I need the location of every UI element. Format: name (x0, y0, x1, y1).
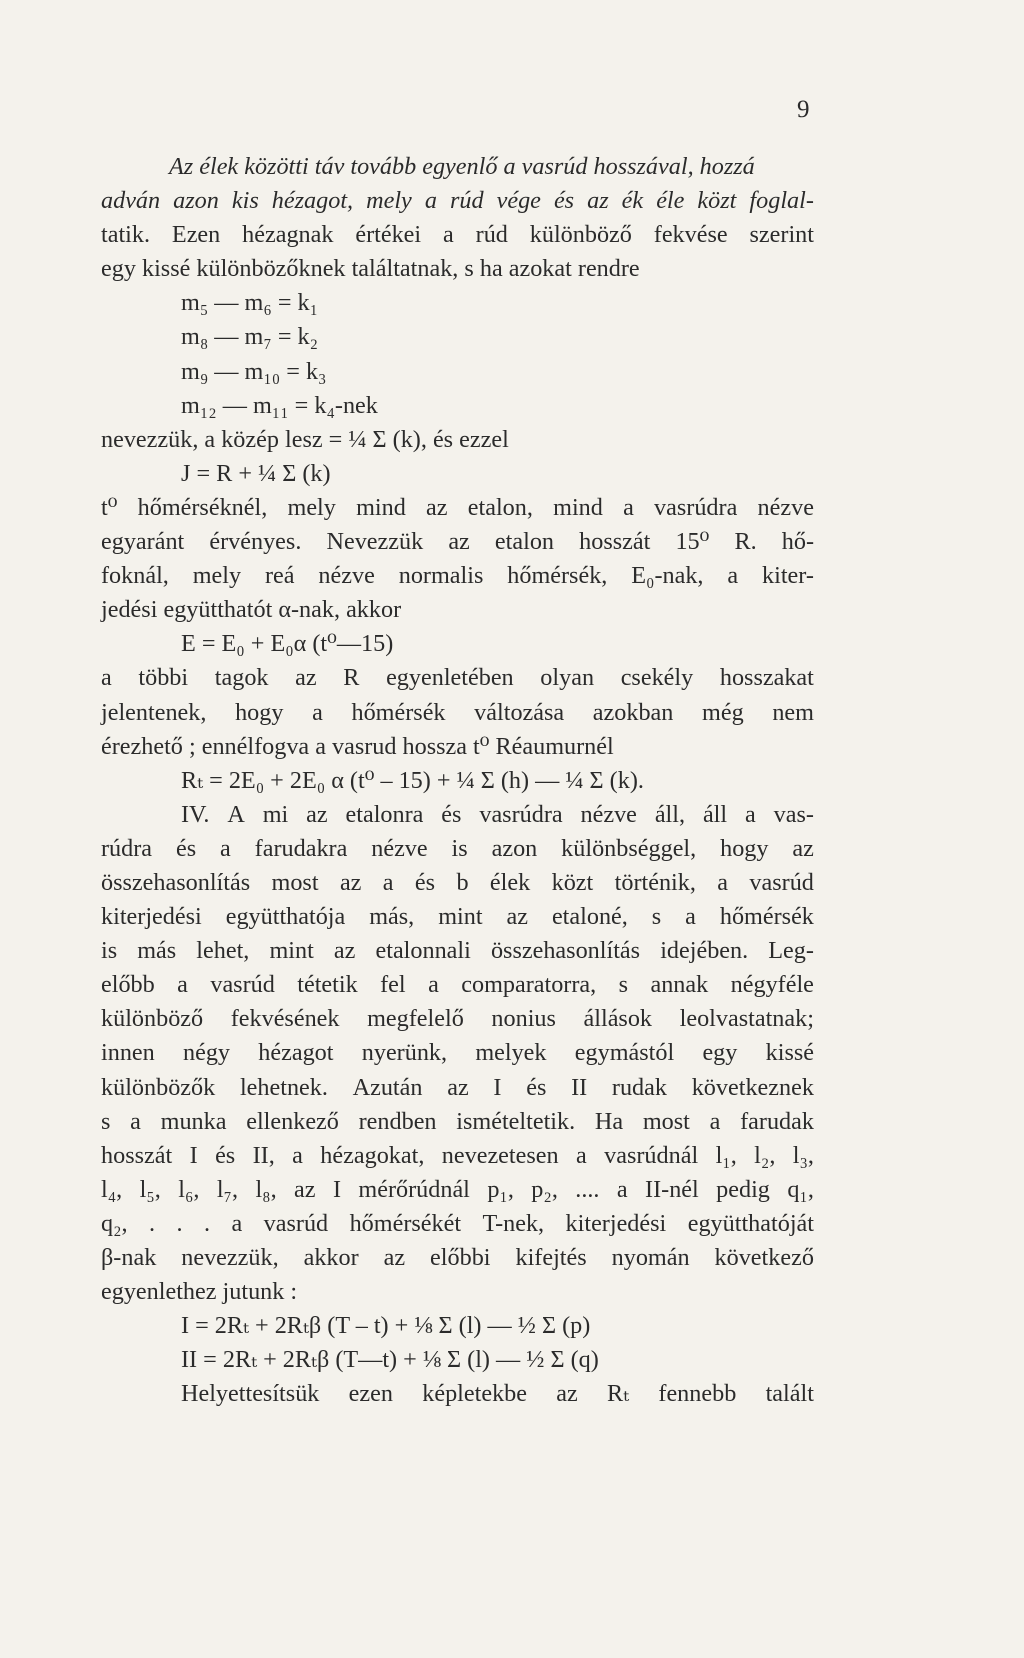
word: a (177, 971, 188, 999)
word: értékei (355, 221, 422, 249)
word: nézve (757, 493, 814, 521)
word: vasrúdnál (604, 1141, 699, 1169)
text-line: Rₜ = 2E₀ + 2E₀ α (t⁰ – 15) + ¼ Σ (h) — ¼ Σ (k). (181, 766, 644, 794)
text-line: jedési együtthatót α-nak, akkor (101, 596, 402, 624)
word: .... (575, 1175, 600, 1203)
word: hőmérséknél, (137, 493, 268, 521)
word: kissé (765, 1039, 814, 1067)
word: nevezetesen (441, 1141, 559, 1169)
word: p₁, (487, 1175, 514, 1203)
word: tatik. (101, 221, 151, 249)
word: képletekbe (422, 1380, 527, 1408)
word: vasrúd (210, 971, 275, 999)
text-line (101, 1173, 814, 1207)
word: érvényes. (209, 528, 302, 556)
word: hogy (720, 834, 769, 862)
word: Helyettesítsük (181, 1380, 320, 1408)
word: hosszát (101, 1141, 173, 1169)
word: Azután (352, 1073, 423, 1101)
text-line (101, 1036, 814, 1070)
word: és (414, 868, 436, 896)
word: R. (734, 528, 757, 556)
word: különbözők (101, 1073, 216, 1101)
word: egy (702, 1039, 738, 1067)
word: q₁, (787, 1175, 814, 1203)
word: l₈, (255, 1175, 277, 1203)
word: akkor (303, 1244, 359, 1271)
word: pedig (716, 1175, 770, 1203)
word: E₀-nak, (631, 562, 704, 590)
word: különböző (529, 221, 632, 249)
word: különbséggel, (561, 834, 697, 862)
word: leolvastatnak; (679, 1005, 814, 1033)
word: nevezzük, (181, 1244, 279, 1271)
word: az (333, 937, 356, 965)
word: s (651, 903, 662, 931)
word: előbb (101, 971, 155, 999)
word: l₃, (792, 1141, 814, 1169)
word: a (623, 493, 634, 521)
word: az (587, 187, 609, 215)
word: most (642, 1107, 690, 1135)
text-line: I = 2Rₜ + 2Rₜβ (T – t) + ⅛ Σ (l) — ½ Σ (p) (181, 1312, 591, 1340)
word: annak (650, 971, 709, 999)
word: ismételtetik. (456, 1107, 576, 1135)
text-line: m₁₂ — m₁₁ = k₄-nek (181, 391, 378, 419)
word: lehet, (196, 937, 250, 965)
word: l₂, (754, 1141, 776, 1169)
text-line (101, 525, 814, 559)
text-line (101, 798, 814, 832)
word: etalon, (467, 493, 533, 521)
word: a (616, 1175, 628, 1203)
word: a (312, 698, 323, 726)
word: megfelelő (367, 1005, 464, 1033)
word: előbbi (430, 1244, 491, 1271)
word: l₄, (101, 1175, 123, 1203)
text-line (101, 1207, 814, 1241)
word: Rₜ (607, 1380, 630, 1408)
word: hézagot (258, 1039, 334, 1067)
word: . (176, 1209, 183, 1237)
word: összehasonlítás (490, 937, 641, 965)
word: az (447, 1073, 469, 1101)
word: vasrúd (749, 868, 814, 896)
text-line (101, 218, 814, 252)
word: és (175, 834, 197, 862)
text-line (101, 968, 814, 1002)
word: reá (265, 562, 295, 590)
word: mind (356, 493, 406, 521)
text-line (101, 1139, 814, 1173)
text-line (101, 1377, 814, 1411)
word: a (727, 562, 739, 590)
word: a (130, 1107, 141, 1135)
word: I (332, 1175, 341, 1203)
word: jelentenek, (101, 698, 207, 726)
word: fennebb (658, 1380, 737, 1408)
word: I (493, 1073, 502, 1101)
word: etalonra (345, 800, 424, 828)
word: hő- (781, 528, 814, 556)
word: ezen (348, 1380, 393, 1408)
word: különböző (101, 1005, 204, 1033)
word: mind (553, 493, 603, 521)
word: közt (551, 868, 594, 896)
word: az (556, 1380, 578, 1408)
word: b (456, 868, 469, 896)
word: mely (287, 493, 336, 521)
word: négyféle (730, 971, 814, 999)
text-line: E = E₀ + E₀α (t⁰—15) (181, 630, 394, 658)
word: történik, (614, 868, 696, 896)
word: s (618, 971, 629, 999)
word: hosszakat (719, 664, 814, 692)
word: a (443, 221, 454, 249)
text-line: J = R + ¼ Σ (k) (181, 459, 331, 487)
word: hézagot, (271, 187, 354, 215)
text-line (101, 1002, 814, 1036)
word: mi (262, 800, 289, 828)
word: más (137, 937, 177, 965)
word: a (717, 868, 729, 896)
word: etaloné, (551, 903, 628, 931)
text-line (101, 696, 814, 730)
word: nézve (371, 834, 428, 862)
word: éle (656, 187, 685, 215)
word: kifejtés (515, 1244, 587, 1271)
word: kiterjedési (101, 903, 202, 931)
word: a (745, 800, 756, 828)
word: lehetnek. (239, 1073, 328, 1101)
word: II (571, 1073, 588, 1101)
word: a (709, 1107, 721, 1135)
word: etalonnali (375, 937, 471, 965)
word: vége (496, 187, 541, 215)
text-line (101, 1105, 814, 1139)
word: azokban (592, 698, 674, 726)
word: a (220, 834, 231, 862)
word: és (215, 1141, 236, 1169)
word: mint (269, 937, 314, 965)
word: hosszát (579, 528, 651, 556)
text-line (101, 934, 814, 968)
word: l₅, (139, 1175, 161, 1203)
word: munka (160, 1107, 227, 1135)
word: hézagokat, (320, 1141, 425, 1169)
text-line: nevezzük, a közép lesz = ¼ Σ (k), és ezzel (101, 425, 509, 453)
word: a (231, 1209, 243, 1237)
word: változása (474, 698, 565, 726)
word: t⁰ (101, 493, 118, 521)
word: 15⁰ (675, 528, 710, 556)
word: az (792, 834, 814, 862)
word: együtthatója (225, 903, 346, 931)
word: többi (138, 664, 189, 692)
body-text (101, 150, 814, 1411)
word: IV. (181, 800, 210, 828)
page-number: 9 (797, 96, 810, 123)
word: innen (101, 1039, 155, 1067)
word: az (339, 868, 362, 896)
word: II-nél (645, 1175, 699, 1203)
word: R (343, 664, 360, 692)
word: hogy (235, 698, 284, 726)
word: hézagnak (242, 221, 334, 249)
word: kiterjedési (565, 1209, 667, 1237)
word: vas- (773, 800, 814, 828)
word: l₁, (715, 1141, 737, 1169)
word: a (424, 187, 437, 215)
word: A (227, 800, 245, 828)
word: nyerünk, (361, 1039, 448, 1067)
word: következő (714, 1244, 814, 1271)
word: nézve (318, 562, 375, 590)
word: foknál, (101, 562, 169, 590)
word: melyek (475, 1039, 547, 1067)
word: vasrúdra (654, 493, 738, 521)
text-line: m₈ — m₇ = k₂ (181, 323, 319, 351)
text-line: Az élek közötti táv tovább egyenlő a vasrúd hosszával, hozzá (169, 153, 755, 180)
word: Leg- (768, 937, 814, 965)
word: mely (192, 562, 242, 590)
word: csekély (620, 664, 694, 692)
text-line (101, 661, 814, 695)
word: összehasonlítás (101, 868, 251, 896)
word: nonius (491, 1005, 556, 1033)
word: az (306, 800, 328, 828)
word: rúd (449, 187, 484, 215)
word: s (101, 1107, 111, 1135)
word: az (295, 664, 317, 692)
word: foglal- (749, 187, 814, 215)
word: hőmérsék (351, 698, 446, 726)
word: egyenletében (386, 664, 514, 692)
word: állások (583, 1005, 653, 1033)
word: Nevezzük (326, 528, 424, 556)
text-line: egyenlethez jutunk : (101, 1278, 298, 1306)
word: ék (621, 187, 644, 215)
word: és (526, 1073, 547, 1101)
word: az (294, 1175, 316, 1203)
word: adván (101, 187, 161, 215)
word: mérőrúdnál (358, 1175, 470, 1203)
word: is (101, 937, 118, 965)
word: normalis (398, 562, 484, 590)
word: egymástól (574, 1039, 675, 1067)
word: rúd (475, 221, 508, 249)
word: T-nek, (482, 1209, 545, 1237)
text-line (101, 866, 814, 900)
word: tagok (214, 664, 269, 692)
word: és (553, 187, 575, 215)
word: . (149, 1209, 156, 1237)
word: az (448, 528, 470, 556)
word: Ezen (171, 221, 221, 249)
word: vasrúdra (479, 800, 563, 828)
word: az (506, 903, 528, 931)
word: l₆, (178, 1175, 200, 1203)
text-line (101, 559, 814, 593)
text-line: II = 2Rₜ + 2Rₜβ (T—t) + ⅛ Σ (l) — ½ Σ (q) (181, 1346, 599, 1374)
word: a (685, 903, 696, 931)
text-line (101, 900, 814, 934)
text-line (101, 491, 814, 525)
word: rendben (358, 1107, 437, 1135)
word: kis (231, 187, 259, 215)
word: következnek (691, 1073, 814, 1101)
word: nyomán (611, 1244, 690, 1271)
word: a (101, 664, 112, 692)
text-line (101, 1071, 814, 1105)
word: fekvése (653, 221, 728, 249)
word: II, (252, 1141, 275, 1169)
word: egyaránt (101, 528, 185, 556)
word: hőmérsék (719, 903, 814, 931)
word: áll (702, 800, 728, 828)
word: . (203, 1209, 211, 1237)
word: β-nak (101, 1244, 157, 1271)
word: négy (183, 1039, 231, 1067)
word: élek (489, 868, 531, 896)
word: p₂, (531, 1175, 558, 1203)
text-line (101, 1241, 814, 1275)
word: azon (491, 834, 538, 862)
word: idejében. (660, 937, 749, 965)
word: közt (697, 187, 737, 215)
word: mint (438, 903, 483, 931)
word: l₇, (216, 1175, 239, 1203)
word: hőmérsékét (349, 1209, 462, 1237)
word: Ha (594, 1107, 624, 1135)
word: fel (380, 971, 406, 999)
text-line (101, 832, 814, 866)
word: is (451, 834, 468, 862)
word: comparatorra, (461, 971, 597, 999)
word: q₂, (101, 1209, 128, 1237)
word: rudak (611, 1073, 667, 1101)
text-line: egy kissé különbözőknek találtatnak, s ha azokat rendre (101, 255, 640, 283)
word: tétetik (297, 971, 358, 999)
word: az (426, 493, 448, 521)
word: talált (765, 1380, 814, 1408)
text-line: m₅ — m₆ = k₁ (181, 289, 319, 317)
word: más, (369, 903, 415, 931)
word: a (428, 971, 439, 999)
word: szerint (749, 221, 814, 249)
word: ellenkező (246, 1107, 339, 1135)
text-line: érezhető ; ennélfogva a vasrud hossza t⁰ Réaumurnél (101, 732, 614, 760)
word: nézve (580, 800, 637, 828)
word: most (271, 868, 319, 896)
word: vasrúd (263, 1209, 329, 1237)
word: olyan (540, 664, 595, 692)
word: és (441, 800, 462, 828)
word: etalon (494, 528, 555, 556)
word: rúdra (101, 834, 153, 862)
word: a (576, 1141, 587, 1169)
word: a (382, 868, 394, 896)
word: együtthatóját (687, 1209, 814, 1237)
word: hőmérsék, (507, 562, 608, 590)
word: áll, (654, 800, 686, 828)
word: mely (366, 187, 412, 215)
word: kiter- (762, 562, 814, 590)
word: az (383, 1244, 406, 1271)
word: I (189, 1141, 198, 1169)
word: nem (772, 698, 814, 726)
word: farudakra (254, 834, 348, 862)
word: azon (173, 187, 219, 215)
word: farudak (740, 1107, 814, 1135)
word: a (292, 1141, 303, 1169)
word: még (702, 698, 744, 726)
text-line (101, 184, 814, 218)
text-line: m₉ — m₁₀ = k₃ (181, 357, 327, 385)
word: fekvésének (230, 1005, 340, 1033)
